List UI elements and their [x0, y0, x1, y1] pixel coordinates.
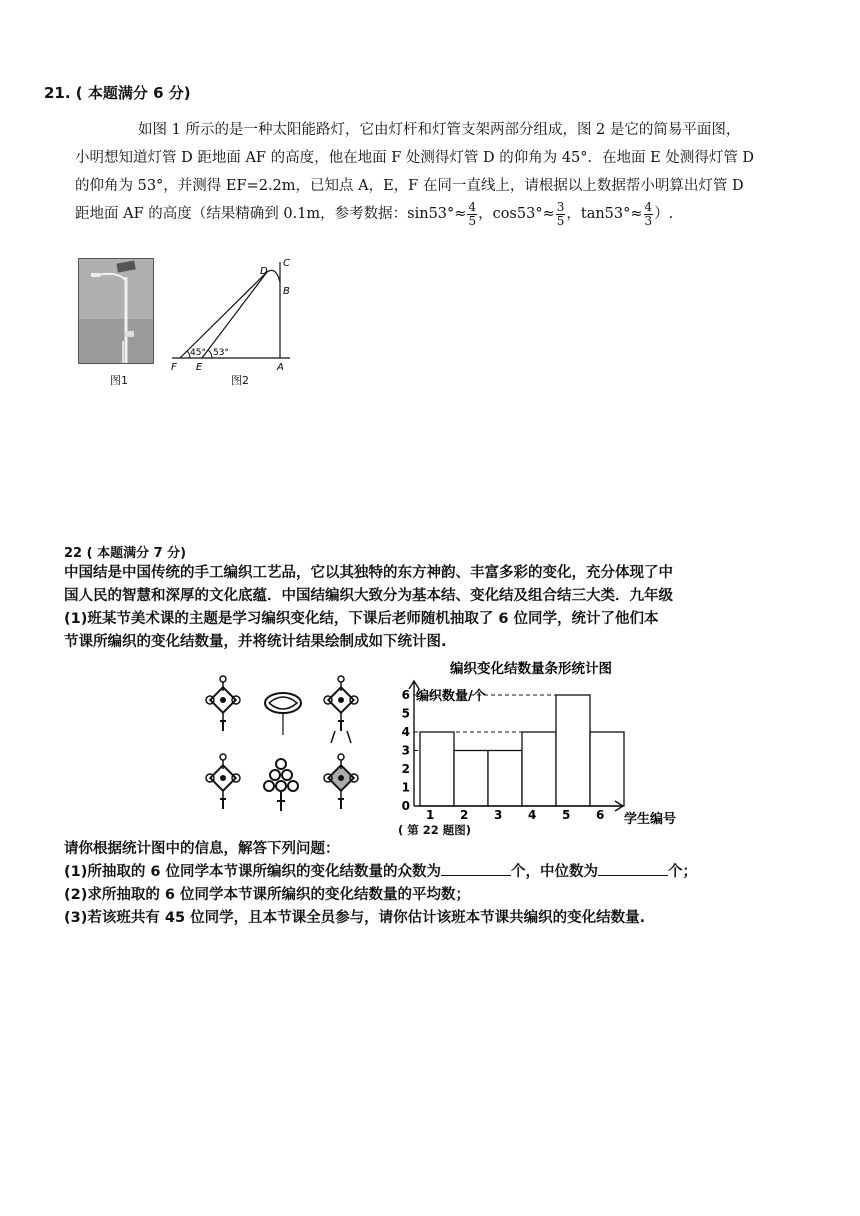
bar-chart — [386, 656, 710, 836]
label-e: E — [196, 362, 203, 373]
chart-title: 编织变化结数量条形统计图 — [450, 661, 612, 677]
q21-heading: 21. ( 本题满分 6 分) — [44, 84, 191, 102]
sub1-end-text: 个； — [668, 864, 698, 880]
fig2-caption: 图2 — [231, 374, 249, 387]
chart-bar — [556, 695, 590, 806]
chart-y-tick-label: 5 — [401, 706, 410, 721]
figure-caption: ( 第 22 题图) — [398, 823, 472, 837]
sub1-text: (1)所抽取的 6 位同学本节课所编织的变化结数量的众数为 — [64, 864, 442, 880]
chart-bar — [488, 751, 522, 807]
chart-y-axis-label: 编织数量/个 — [416, 689, 486, 704]
q22-line-1: 中国结是中国传统的手工编织工艺品，它以其独特的东方神韵、丰富多彩的变化，充分体现了中 — [64, 565, 673, 581]
chart-y-tick-label: 4 — [401, 725, 410, 739]
knot-icon — [206, 754, 240, 809]
fig2-diagram — [166, 252, 306, 374]
label-c: C — [283, 258, 290, 269]
q21-body — [75, 116, 835, 228]
q22-line-4: 节课所编织的变化结数量，并将统计结果绘制成如下统计图. — [64, 634, 447, 650]
tan-fraction — [644, 201, 654, 228]
q21-line-4-text: 距地面 AF 的高度（结果精确到 0.1m，参考数据：sin53°≈ — [75, 206, 467, 222]
tan-denominator: 3 — [644, 213, 653, 228]
angle-arc-53 — [208, 350, 212, 358]
cos-denominator: 5 — [556, 213, 565, 228]
q21-line-4 — [75, 200, 835, 228]
sub1-mid-text: 个，中位数为 — [511, 864, 599, 880]
sin-numerator: 4 — [468, 199, 477, 214]
q22-sub-question-2: (2)求所抽取的 6 位同学本节课所编织的变化结数量的平均数； — [64, 887, 471, 903]
chart-x-tick-label: 5 — [562, 808, 571, 822]
sight-line-ed — [202, 272, 267, 358]
label-b: B — [283, 286, 290, 297]
fig1-caption: 图1 — [110, 374, 128, 387]
cos-fraction — [556, 201, 566, 228]
chart-bar — [420, 732, 454, 806]
sin-fraction — [467, 201, 477, 228]
mode-answer-blank[interactable] — [441, 861, 511, 876]
chart-x-tick-label: 1 — [426, 808, 435, 822]
sin-denominator: 5 — [468, 213, 477, 228]
chart-x-tick-label: 6 — [596, 808, 605, 822]
label-d: D — [260, 266, 268, 277]
knot-icon — [324, 676, 358, 743]
street-lamp-drawing — [79, 259, 153, 363]
street-lamp-photo — [78, 258, 154, 364]
median-answer-blank[interactable] — [598, 861, 668, 876]
label-f: F — [171, 362, 177, 373]
q22-heading: 22 ( 本题满分 7 分) — [64, 546, 187, 561]
q21-line-1: 如图 1 所示的是一种太阳能路灯，它由灯杆和灯管支架两部分组成，图 2 是它的简易平面图， — [138, 122, 741, 138]
chart-x-tick-label: 4 — [528, 808, 537, 822]
q22-questions — [64, 838, 844, 930]
label-angle-45: 45° — [190, 348, 206, 358]
knot-icon — [265, 693, 301, 735]
chart-x-axis-label: 学生编号 — [624, 812, 677, 827]
q21-line-3: 的仰角为 53°，并测得 EF=2.2m，已知点 A，E，F 在同一直线上，请根据以上数据帮小明算出灯管 D — [75, 178, 744, 194]
q21-line-4-end: ）. — [654, 206, 674, 222]
sight-line-fd — [180, 272, 267, 358]
knot-icon — [206, 676, 240, 731]
q21-line-2: 小明想知道灯管 D 距地面 AF 的高度，他在地面 F 处测得灯管 D 的仰角为 45°．在地面 E 处测得灯管 D — [75, 150, 755, 166]
chart-bar — [522, 732, 556, 806]
label-a: A — [277, 362, 284, 373]
chart-bar — [454, 751, 488, 807]
chart-x-tick-label: 2 — [460, 808, 469, 822]
chart-x-tick-label: 3 — [494, 808, 503, 822]
tan-label: ，tan53°≈ — [566, 206, 643, 222]
cos-numerator: 3 — [556, 199, 565, 214]
chart-y-tick-label: 1 — [401, 780, 410, 795]
chart-y-tick-label: 6 — [401, 688, 410, 702]
chart-y-tick-label: 0 — [401, 799, 410, 813]
label-angle-53: 53° — [213, 348, 229, 358]
q22-prompt: 请你根据统计图中的信息，解答下列问题： — [64, 841, 340, 857]
q22-sub-question-3: (3)若该班共有 45 位同学，且本节课全员参与，请你估计该班本节课共编织的变化结数量. — [64, 910, 646, 926]
chinese-knots-illustration — [195, 665, 385, 825]
knot-icon — [324, 754, 358, 809]
q22-line-3: (1)班某节美术课的主题是学习编织变化结，下课后老师随机抽取了 6 位同学，统计了他们本 — [64, 611, 659, 627]
q22-sub-question-1 — [64, 861, 844, 884]
chart-y-tick-label: 2 — [401, 762, 410, 776]
q22-body — [64, 562, 844, 654]
lamp-arm-db — [267, 270, 280, 282]
chart-y-tick-label: 3 — [401, 743, 410, 758]
q22-line-2: 国人民的智慧和深厚的文化底蕴．中国结编织大致分为基本结、变化结及组合结三大类．九年级 — [64, 588, 673, 604]
cos-label: ，cos53°≈ — [478, 206, 555, 222]
knot-icon — [264, 759, 298, 811]
chart-bar — [590, 732, 624, 806]
tan-numerator: 4 — [644, 199, 653, 214]
